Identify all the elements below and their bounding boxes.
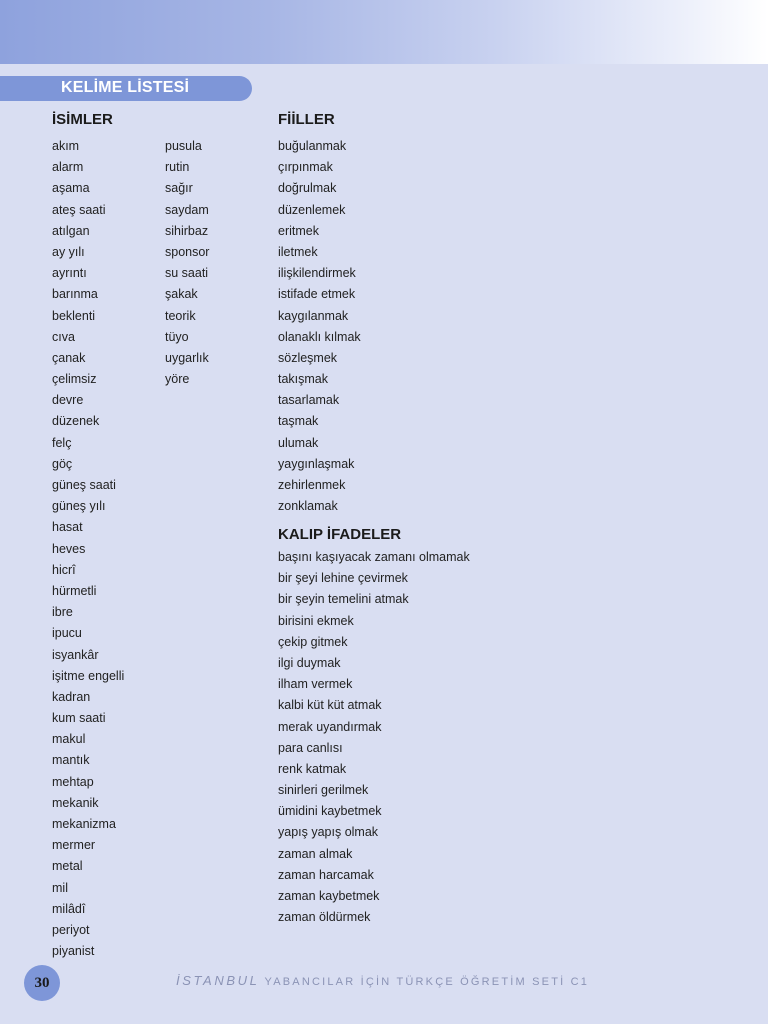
list-item: barınma: [52, 287, 98, 302]
list-item: kaygılanmak: [278, 308, 349, 323]
kalip-ifadeler-heading: KALIP İFADELER: [278, 526, 402, 543]
list-item: mekanik: [52, 795, 99, 810]
list-item: çelimsiz: [52, 372, 97, 387]
list-item: sözleşmek: [278, 350, 338, 365]
list-item: şakak: [165, 287, 198, 302]
list-item: sinirleri gerilmek: [278, 783, 369, 798]
list-item: mantık: [52, 753, 90, 768]
footer-series-title: YABANCILAR İÇİN TÜRKÇE ÖĞRETİM SETİ C1: [264, 976, 590, 988]
list-item: yapış yapış olmak: [278, 825, 379, 840]
list-item: hicrî: [52, 562, 76, 577]
list-item: tasarlamak: [278, 393, 340, 408]
list-item: kalbi küt küt atmak: [278, 698, 382, 713]
list-item: çırpınmak: [278, 160, 333, 175]
list-item: zonklamak: [278, 499, 338, 514]
list-item: isyankâr: [52, 647, 99, 662]
kalip-ifadeler-list: [278, 547, 470, 928]
list-item: mehtap: [52, 774, 94, 789]
list-item: tüyo: [165, 329, 189, 344]
page-number: [24, 965, 60, 1001]
isimler-list-col1: [52, 136, 124, 962]
footer-series: [176, 973, 616, 988]
list-item: aşama: [52, 181, 90, 196]
footer-brand: İSTANBUL: [176, 973, 260, 988]
list-item: zaman kaybetmek: [278, 889, 380, 903]
list-item: taşmak: [278, 414, 319, 429]
list-item: hasat: [52, 520, 83, 535]
list-item: sponsor: [165, 244, 210, 259]
list-item: cıva: [52, 329, 75, 344]
list-item: su saati: [165, 266, 209, 281]
list-item: heves: [52, 541, 86, 556]
section-title: KELİME LİSTESİ: [61, 79, 190, 96]
list-item: ipucu: [52, 626, 82, 641]
list-item: felç: [52, 435, 72, 450]
list-item: pusula: [165, 139, 202, 153]
list-item: kadran: [52, 689, 91, 704]
list-item: hürmetli: [52, 583, 97, 598]
list-item: makul: [52, 732, 86, 747]
list-item: yaygınlaşmak: [278, 456, 355, 471]
list-item: eritmek: [278, 223, 319, 238]
list-item: mil: [52, 880, 68, 895]
list-item: takışmak: [278, 372, 329, 387]
list-item: milâdî: [52, 901, 86, 916]
list-item: ayrıntı: [52, 266, 87, 281]
list-item: ilişkilendirmek: [278, 266, 356, 281]
list-item: işitme engelli: [52, 668, 125, 683]
list-item: başını kaşıyacak zamanı olmamak: [278, 550, 470, 564]
list-item: metal: [52, 859, 83, 874]
list-item: merak uyandırmak: [278, 719, 382, 734]
list-item: göç: [52, 456, 73, 471]
list-item: sihirbaz: [165, 223, 209, 238]
page-number-text: 30: [34, 974, 50, 991]
list-item: ümidini kaybetmek: [278, 804, 382, 819]
list-item: zehirlenmek: [278, 478, 346, 492]
list-item: beklenti: [52, 308, 96, 323]
list-item: piyanist: [52, 944, 95, 959]
list-item: zaman almak: [278, 846, 353, 861]
list-item: mekanizma: [52, 817, 116, 831]
list-item: ibre: [52, 605, 73, 620]
list-item: zaman harcamak: [278, 867, 374, 882]
list-item: güneş saati: [52, 478, 116, 492]
list-item: doğrulmak: [278, 181, 337, 196]
list-item: güneş yılı: [52, 499, 106, 514]
list-item: iletmek: [278, 244, 318, 259]
list-item: saydam: [165, 202, 209, 217]
list-item: kum saati: [52, 711, 106, 726]
list-item: yöre: [165, 372, 190, 387]
fiiller-heading: FİİLLER: [278, 111, 335, 128]
list-item: düzenek: [52, 414, 100, 429]
list-item: akım: [52, 139, 80, 153]
header-band: [0, 0, 768, 64]
isimler-list-col2: [165, 136, 209, 390]
list-item: bir şeyi lehine çevirmek: [278, 571, 408, 586]
list-item: bir şeyin temelini atmak: [278, 592, 409, 607]
list-item: rutin: [165, 160, 190, 175]
list-item: zaman öldürmek: [278, 910, 371, 925]
list-item: birisini ekmek: [278, 613, 354, 628]
list-item: sağır: [165, 181, 193, 196]
isimler-heading: İSİMLER: [52, 111, 113, 128]
list-item: çekip gitmek: [278, 634, 348, 649]
list-item: ilham vermek: [278, 677, 353, 692]
list-item: buğulanmak: [278, 139, 347, 153]
list-item: mermer: [52, 838, 96, 853]
list-item: ulumak: [278, 435, 319, 450]
list-item: düzenlemek: [278, 202, 346, 217]
section-title-tab: [0, 76, 252, 101]
list-item: istifade etmek: [278, 287, 356, 302]
list-item: renk katmak: [278, 761, 347, 776]
fiiller-list: [278, 136, 361, 517]
list-item: ateş saati: [52, 202, 106, 217]
list-item: devre: [52, 393, 84, 408]
list-item: periyot: [52, 922, 90, 937]
list-item: teorik: [165, 308, 196, 323]
list-item: olanaklı kılmak: [278, 329, 361, 344]
list-item: ilgi duymak: [278, 655, 341, 670]
list-item: para canlısı: [278, 740, 343, 755]
list-item: uygarlık: [165, 350, 209, 365]
list-item: ay yılı: [52, 244, 85, 259]
list-item: atılgan: [52, 223, 90, 238]
list-item: alarm: [52, 160, 84, 175]
list-item: çanak: [52, 350, 86, 365]
